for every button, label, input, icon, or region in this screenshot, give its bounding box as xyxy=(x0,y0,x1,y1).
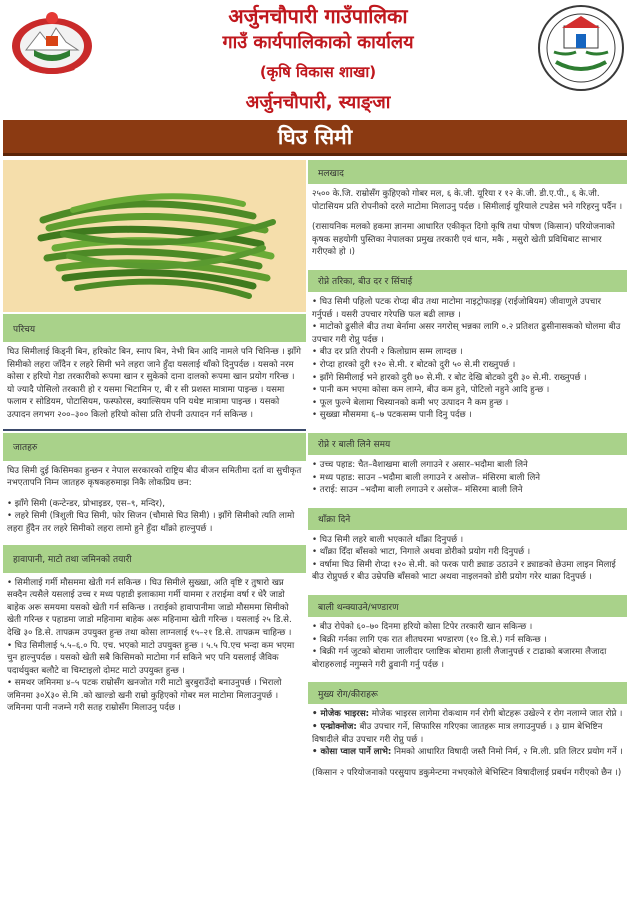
list-item: • घिउ सिमीलाई ५.५–६.० पि. एच. भएको माटो उपयुक्त हुन्छ । ५.५ पि.एच भन्दा कम भएमा चुन हाल्नुपर्दछ । यसको खेती सबै किसिमको माटोमा गर्न सकिने भए पनि यसलाई जैविक पदार्थयुक्त बलौटे वा चिम्टाइलो दोमट माटो उपयुक्त हुन्छ । xyxy=(7,640,295,676)
sowing-time-body xyxy=(308,455,627,500)
disease-term: • कोसा प्वाल पार्ने लाभे: xyxy=(312,747,392,758)
staking-body xyxy=(308,530,627,587)
climate-heading-text: हावापानी, माटो तथा जमिनको तयारी xyxy=(13,555,132,566)
list-item: • तराई: साउन –भदौमा बाली लगाउने र असोज– मंसिरमा बाली लिने xyxy=(312,485,523,496)
nepal-emblem-icon xyxy=(4,6,100,76)
right-column xyxy=(308,160,627,782)
list-item: • रोप्दा हारको दुरी १२० से.मी. र बोटको दुरी ५० से.मी राख्नुपर्छ । xyxy=(312,359,516,370)
manure-body xyxy=(308,184,627,262)
list-item: • लहरे सिमी (त्रिशुली घिउ सिमी, फोर सिजन (चौमासे घिउ सिमी) । झाँगे सिमीको त्यति लामो लहरा हुँदैन तर लहरे सिमीको लहरा लामो हुने हुँदा थाँक्रो हाल्नुपर्छ । xyxy=(7,511,295,534)
green-beans-photo xyxy=(3,160,306,312)
header-location: अर्जुनचौपारी, स्याङ्जा xyxy=(245,92,391,113)
header-office-name: गाउँ कार्यपालिकाको कार्यालय xyxy=(222,32,414,53)
diseases-note: (किसान २ परियोजनाको परसुयाप डकुमेन्टमा नभएकोले बेभिस्टिन विषादीलाई प्रबर्धन गरीएको छैन ।) xyxy=(312,767,622,778)
staking-heading xyxy=(308,508,627,530)
list-item xyxy=(312,708,623,721)
sowing-time-heading xyxy=(308,433,627,455)
diseases-heading xyxy=(308,682,627,704)
disease-term: • मोजेक भाइरस: xyxy=(312,709,370,720)
disease-text: निमको आधारित विषादी जस्तै निमो निर्म, २ मि.ली. प्रति लिटर प्रयोग गर्ने । xyxy=(391,747,623,758)
list-item: • बिक्री गर्नका लागि एक रात शीतघरमा भण्डारण (१० डि.से.) गर्न सकिन्छ । xyxy=(312,634,547,645)
list-item: • मध्य पहाड: साउन –भदौमा बाली लगाउने र असोज– मंसिरमा बाली लिने xyxy=(312,472,541,483)
list-item: • बिक्री गर्न जुटको बोरामा जालीदार प्लाष्टिक बोरामा हाली लैजानुपर्छ र टाढाको बजारमा लैजादा बोराहरुलाई नगुम्सने गरी ढुवानी गर्नु पर्दछ । xyxy=(312,647,607,670)
list-item: • उच्च पहाड: चैत–वैशाखमा बाली लगाउने र असार–भदौमा बाली लिने xyxy=(312,459,528,470)
intro-body xyxy=(3,342,306,425)
list-item: • झाँगे सिमीलाई भने हारको दुरी ७० से.मी. र बोट देखि बोटको दुरी ३० से.मी. राख्नुपर्छ । xyxy=(312,372,587,383)
list-item: • घिउ सिमी लहरे बाली भएकाले थाँक्रा दिनुपर्छ । xyxy=(312,534,464,545)
disease-text: मोजेक भाइरस लागेमा रोकथाम गर्न रोगी बोटहरू उखेल्ने र रोग नलाग्ने जात रोप्ने । xyxy=(369,709,623,720)
varieties-intro: घिउ सिमी दुई किसिमका हुन्छन र नेपाल सरकारको राष्ट्रिय बीउ बीजन समितीमा दर्ता वा सुचीकृत नभएतापनि निम्न जातहरु कृषकहरुमाझ निकै लोकप्रिय छन: xyxy=(7,465,302,489)
varieties-heading xyxy=(3,433,306,461)
list-item: • वर्षामा घिउ सिमी रोप्दा १२० से.मी. को फरक पारी ड्याङ उठाउने र ड्याङको छेउमा लाइन मिलाई बीउ रोप्नुपर्छ र बीउ उम्रेपछि बाँसको भाटा अथवा नाइलनको डोरी प्रयोग गरेर थाक्रा दिनुपर्छ । xyxy=(312,559,616,583)
planting-body xyxy=(308,292,627,425)
climate-list xyxy=(7,577,302,716)
list-item: • घिउ सिमी पहिलो पटक रोप्दा बीउ तथा माटोमा नाइट्रोफाइङ्ग (राईजोबियम) जीवाणुले उपचार गर्नुपर्छ । यसरी उपचार गरेपछि फल बढी लाग्छ । xyxy=(312,296,601,320)
intro-heading-text: परिचय xyxy=(13,324,36,335)
diseases-heading-text: मुख्य रोग/कीराहरू xyxy=(318,689,378,700)
header-municipality-name: अर्जुनचौपारी गाउँपालिका xyxy=(228,4,408,28)
list-item: • थाँक्रा दिँदा बाँसको भाटा, निगाले अथवा डोरीको प्रयोग गरी दिनुपर्छ । xyxy=(312,547,531,558)
manure-heading-text: मलखाद xyxy=(318,168,344,179)
planting-list xyxy=(312,296,623,422)
left-column xyxy=(3,314,306,718)
varieties-list xyxy=(7,498,302,536)
list-item: • सिमीलाई गर्मी मौसममा खेती गर्न सकिन्छ । घिउ सिमीले सुख्खा, अति वृष्टि र तुषारो खप्न सक्दैन त्यसैले यसलाई उच्च र मध्य पहाडी इलाकामा गर्मी याममा र तराईमा वर्षा र धेरै जाडो बाहेक अरू समयमा यसको खेती गर्न सकिन्छ । तराईको हावापानीमा जाडो मौसममा सिमीको खेती गरिन्छ र पहाडमा जाडो महिनामा बाहेक अरू महिनामा खेती गरिन्छ । यसलाई २५ डि.से. देखि ३० डि.से. तापक्रम उपयुक्त हुन्छ तथा कोसा लाग्नलाई १५–२१ डि.से. तापक्रम चाहिन्छ । xyxy=(7,577,292,638)
disease-text: बीउ उपचार गर्ने, सिफारिस गरिएका जातहरू मात्र लगाउनुपर्छ । ३ ग्राम बेभिष्टिन विषादीले बीउ उपचार गरी रोप्नु पर्छ । xyxy=(312,722,603,745)
green-beans-illustration xyxy=(3,160,306,312)
list-item: • बीउ रोपेको ६०–७० दिनमा हरियो कोसा टिपेर तरकारी खान सकिन्छ । xyxy=(312,622,533,633)
harvest-list xyxy=(312,621,623,671)
diseases-body xyxy=(308,704,627,782)
disease-term: • एन्थ्रोक्नोज: xyxy=(312,722,357,733)
manure-paragraph: २५०० के.जि. राम्रोसँग कुहिएको गोबर मल, ६ के.जी. यूरिया र १२ के.जी. डी.ए.पी., ६ के.जी. पोटासियम प्रति रोपनीको दरले माटोमा मिलाउनु पर्दछ । सिमीलाई यूरियाले टपडेस भने गरिहरनु पर्दैन । xyxy=(312,189,623,212)
page-header xyxy=(0,0,630,118)
harvest-heading-text: बाली थन्क्याउने/भण्डारण xyxy=(318,602,399,613)
municipality-seal-icon xyxy=(536,4,626,92)
page-title: घिउ सिमी xyxy=(277,125,353,149)
varieties-body xyxy=(3,461,306,539)
header-branch-name: (कृषि विकास शाखा) xyxy=(259,63,377,81)
list-item: • फूल फुल्ने बेलामा चिस्यानको कमी भए उत्पादन नै कम हुन्छ । xyxy=(312,397,509,408)
planting-heading xyxy=(308,270,627,292)
varieties-heading-text: जातहरु xyxy=(13,443,38,454)
list-item: • झाँगे सिमी (कन्टेन्डर, प्रोभाइडर, एस–९, मन्दिर), xyxy=(7,498,166,509)
list-item: • बीउ दर प्रति रोपनी २ किलोग्राम सम्म लाग्दछ । xyxy=(312,347,463,358)
planting-heading-text: रोप्ने तरिका, बीउ दर र सिंचाई xyxy=(318,277,413,288)
intro-paragraph: घिउ सिमीलाई किड्नी बिन, हरिकोट बिन, स्नाप बिन, नेभी बिन आदि नामले पनि चिनिन्छ । झाँगे सिमीको लहरा जाँदैन र लहरे सिमी भने लहरा जाने हुँदा यसलाई थाँको दिनुपर्दछ । यसको नरम कोसा र हरियो गेडा तरकारीको रूपमा खान र सुकेको दाना दालको रूपमा खान प्रयोग गरिन्छ । यो ज्यादै पोसिलो तरकारी हो र यसमा भिटामिन ए, बी र सी प्रशस्त मात्रामा पाइन्छ । यसमा फलाम र सोडियम, पोटासियम, फस्फोरस, क्याल्सियम पनि यथेष्ट मात्रामा पाइन्छ । यसको उत्पादन लगभग २००–३०० किलो हरियो कोसा प्रति रोपनी उत्पादन गर्न सकिन्छ । xyxy=(7,347,301,420)
list-item: • सुख्खा मौसममा ६–७ पटकसम्म पानी दिनु पर्दछ । xyxy=(312,410,472,421)
section-divider xyxy=(3,429,306,431)
list-item xyxy=(312,746,623,759)
harvest-heading xyxy=(308,595,627,617)
harvest-body xyxy=(308,617,627,674)
list-item: • माटोको ढुसीले बीउ तथा बेर्नामा असर नगरोस् भन्नका लागि ०.२ प्रतिशत ढुसीनासकको घोलमा बीउ उपचार गरी रोप्नु पर्दछ । xyxy=(312,322,621,345)
staking-list xyxy=(312,534,623,584)
list-item xyxy=(312,721,623,746)
diseases-list xyxy=(312,708,623,758)
climate-heading xyxy=(3,545,306,573)
title-banner xyxy=(3,120,627,156)
list-item: • समथर जमिनमा ४–५ पटक राम्रोसँग खनजोत गरी माटो बुरबुराउँदो बनाउनुपर्छ । भिरालो जमिनमा ३०X३० से.मि .को खाल्डो खनी राम्रो कुहिएको गोबर मल माटोमा मिलाउनुपर्छ । जमिनमा पानी नजम्ने गरी सतह राम्रोसँग मिलाउनु पर्दछ । xyxy=(7,678,282,714)
sowing-time-list xyxy=(312,459,623,497)
sowing-time-heading-text: रोप्ने र बाली लिने समय xyxy=(318,440,391,451)
staking-heading-text: थाँक्रा दिने xyxy=(318,515,351,526)
manure-note: (रासायनिक मलको हकमा ज्ञानमा आधारित एकीकृत दिगो कृषि तथा पोषण (किसान) परियोजनाको कृषक सहयोगी पुस्तिका नेपालका प्रमुख तरकारी एवं धान, मकै , मसुरो खेती प्रविधिबाट साभार गरीएको हो ।) xyxy=(312,222,615,258)
manure-heading xyxy=(308,160,627,184)
climate-body xyxy=(3,573,306,719)
intro-heading xyxy=(3,314,306,342)
list-item: • पानी कम भएमा कोसा कम लाग्ने, बीउ कम हुने, पोटिलो नहुने आदि हुन्छ । xyxy=(312,385,550,396)
